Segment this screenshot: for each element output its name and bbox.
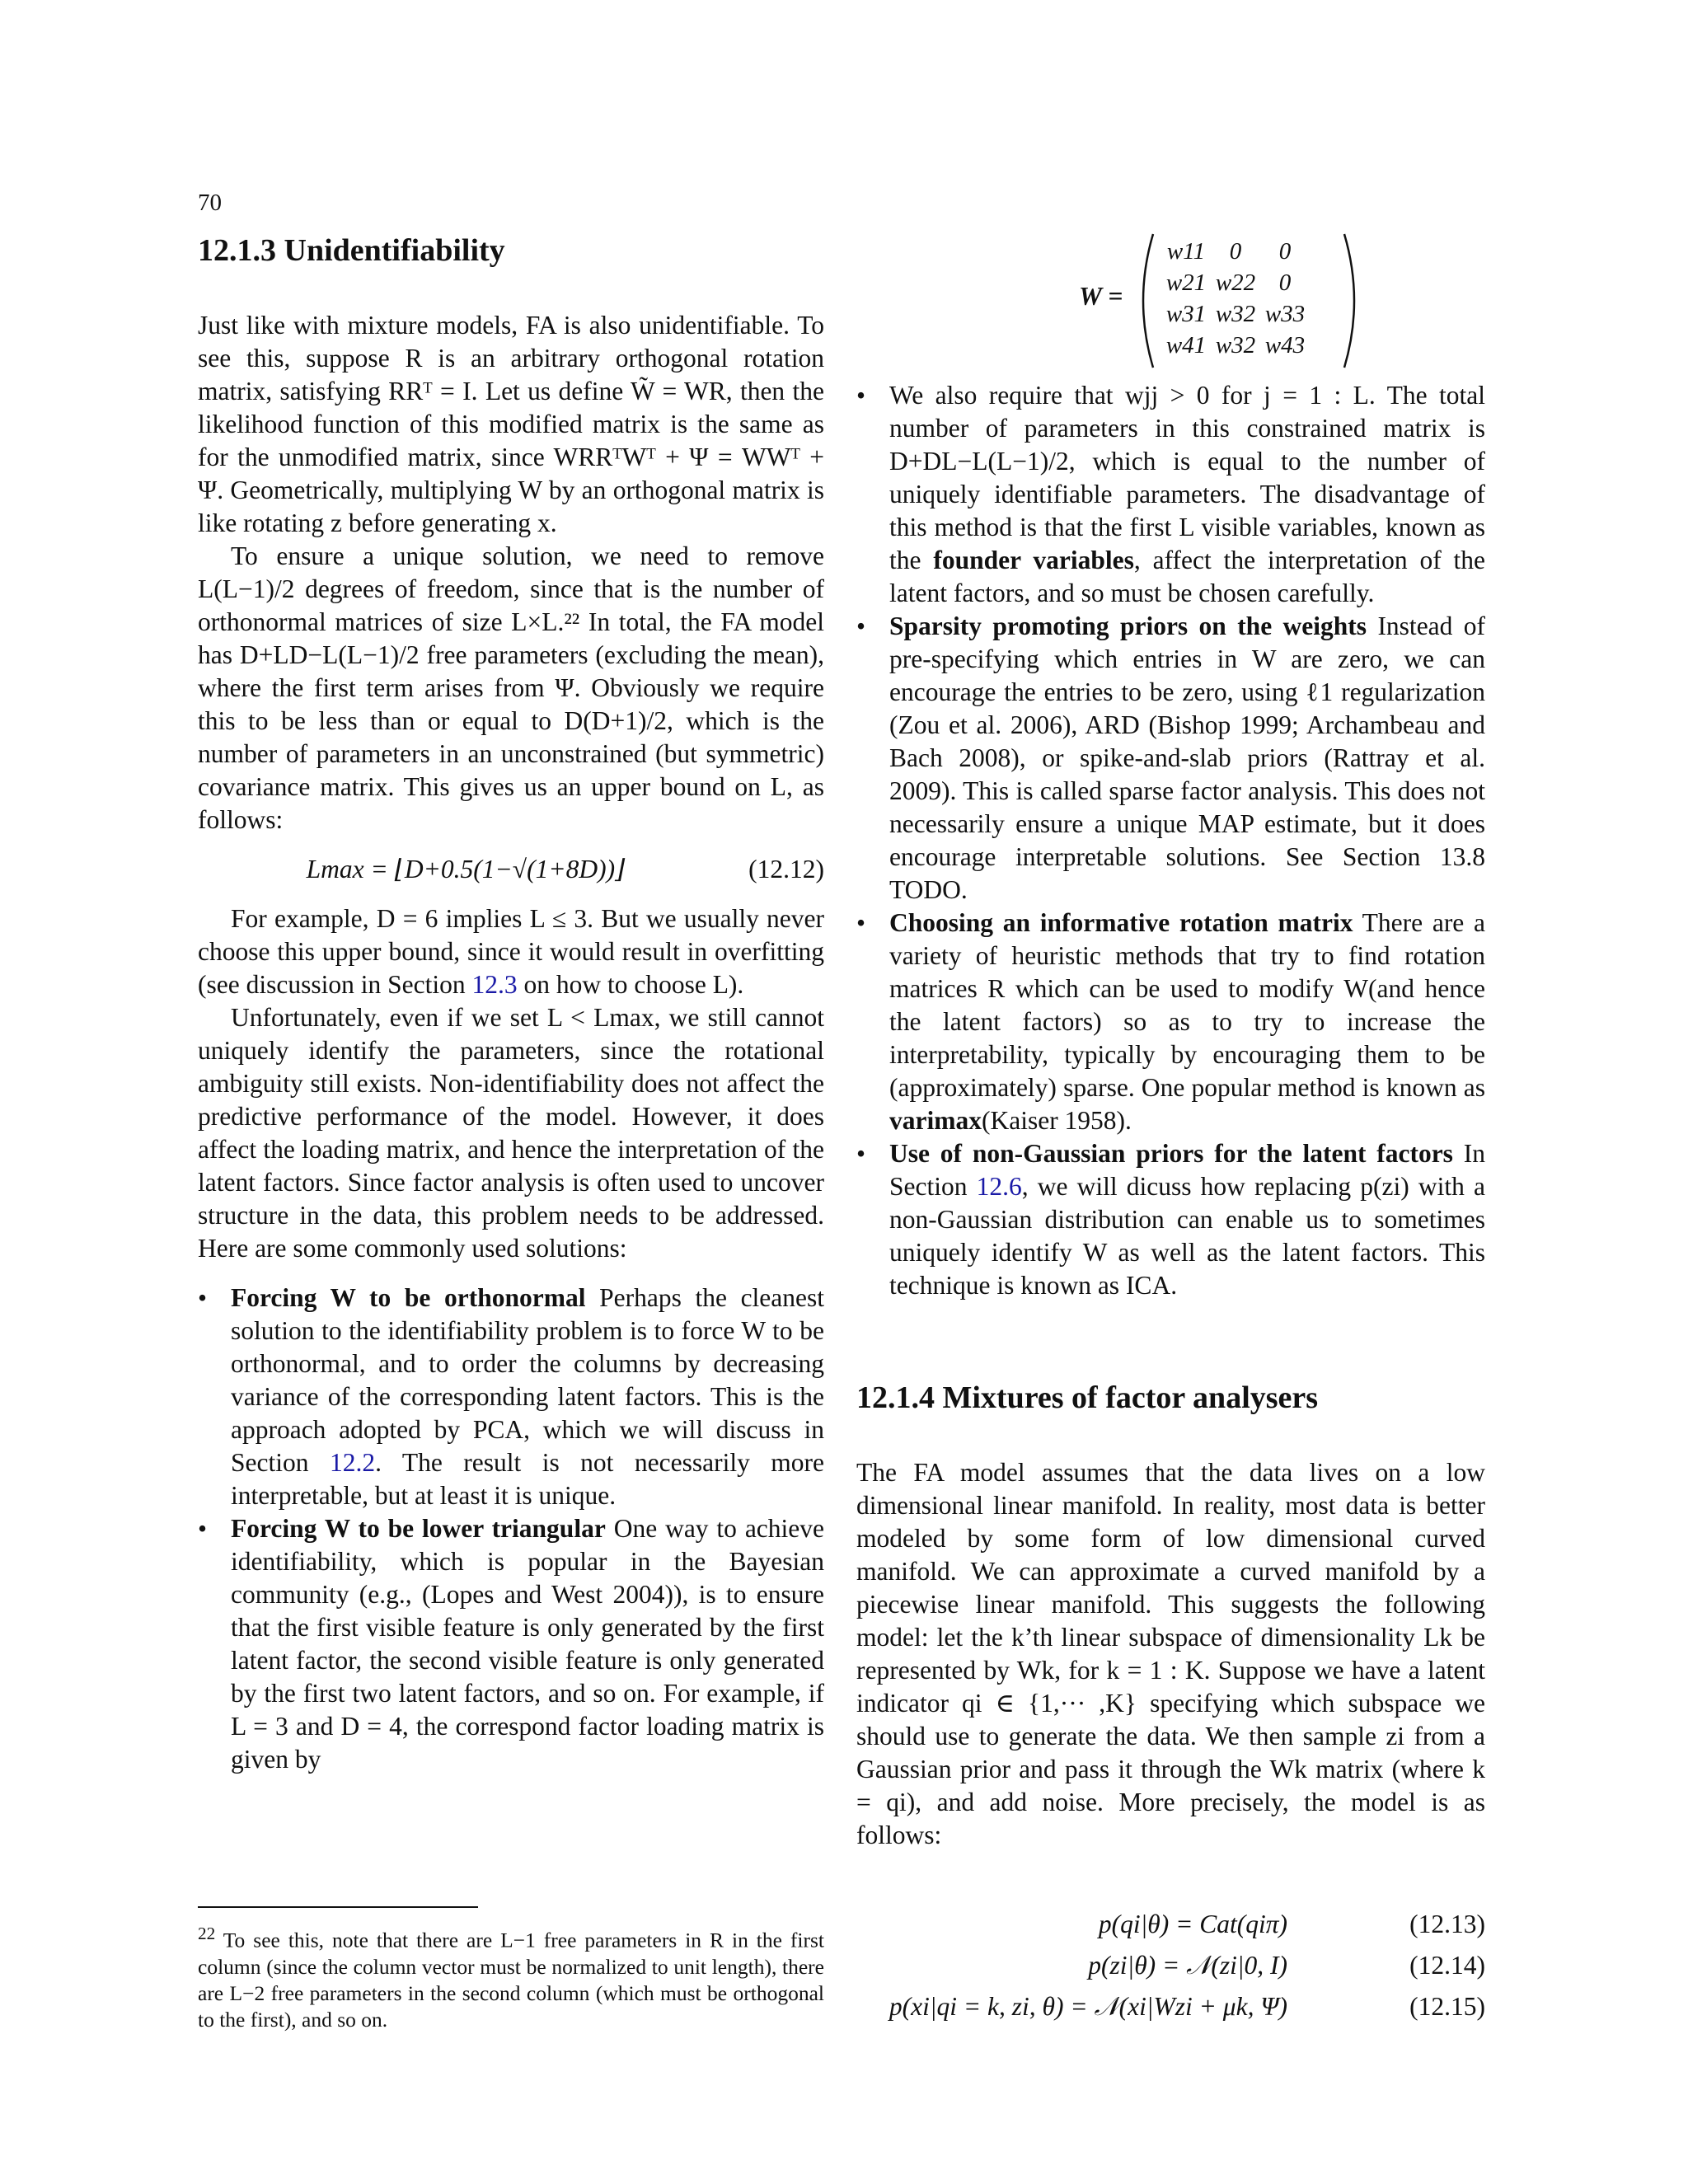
list-item-non-gaussian: [856, 1137, 1485, 1302]
equation-row: [856, 1945, 1485, 1986]
list-item-sparsity-priors: [856, 610, 1485, 907]
bullet-text: One way to achieve identifiability, which is popular in the Bayesian community (e.g., (Lopes and West 2004)), is to ensure that the first visible feature is only generated by the first latent factor, the second visible feature is only generated by the first two latent factors, and so on. For example, if L = 3 and D = 4, the correspond factor loading matrix is given by: [231, 1514, 824, 1774]
founder-variables-term: founder variables: [933, 546, 1134, 574]
equation-formula: p(xi|qi = k, zi, θ) = 𝒩(xi|Wzi + μk, Ψ): [889, 1992, 1287, 2021]
footnote: [198, 1920, 824, 2033]
matrix-cell: w21: [1165, 269, 1207, 296]
bullet-text: There are a variety of heuristic methods that try to find rotation matrices R which can be used to modify W(and hence the latent factors) so as to try to increase the interpretability, typically by encouraging them to be (approximately) sparse. One popular method is known as: [889, 908, 1485, 1102]
matrix-cell: w11: [1166, 238, 1206, 265]
list-item-rotation-matrix: [856, 907, 1485, 1137]
matrix-cells: [1161, 236, 1310, 361]
bullet-text: (Kaiser 1958).: [981, 1106, 1132, 1135]
matrix-cell: 0: [1278, 238, 1292, 265]
page-number: 70: [198, 190, 222, 216]
matrix-cell: w31: [1165, 301, 1207, 327]
list-item-lower-triangular-continued: [856, 379, 1485, 610]
paragraph-mixtures: The FA model assumes that the data lives on a low dimensional linear manifold. In reality, most data is better modeled by some form of low dimensional curved manifold. We can approximate a curved manifold by a piecewise linear manifold. This suggests the following model: let the k’th linear subspace of dimensionality Lk be represented by Wk, for k = 1 : K. Suppose we have a latent indicator qi ∈ {1,··· ,K} specifying which subspace we should use to generate the data. We then sample zi from a Gaussian prior and pass it through the Wk matrix (where k = qi), and add noise. More precisely, the model is as follows:: [856, 1458, 1485, 1849]
section-link-12-3[interactable]: 12.3: [471, 970, 518, 999]
section-link-12-2[interactable]: 12.2: [329, 1448, 376, 1477]
footnote-mark: 22: [198, 1924, 216, 1943]
bullet-title: Forcing W to be lower triangular: [231, 1514, 606, 1543]
text-segment: For example, D = 6 implies L ≤ 3. But we usually never choose this upper bound, since it would result in overfitting (see discussion in Section: [198, 904, 824, 999]
matrix-cell: w22: [1215, 269, 1256, 296]
equation-formula: p(qi|θ) = Cat(qiπ): [1098, 1910, 1287, 1938]
matrix-cell: w32: [1215, 301, 1256, 327]
bullet-text: , we will dicuss how replacing p(zi) with a non-Gaussian distribution can enable us to sometimes uniquely identify W as well as the latent factors. This technique is known as ICA.: [889, 1172, 1485, 1300]
equation-12-12: [198, 845, 824, 894]
paragraph-example: [198, 902, 824, 1001]
matrix-cell: w33: [1264, 301, 1306, 327]
bullet-text: Perhaps the cleanest solution to the identifiability problem is to force W to be orthonormal, and to order the columns by decreasing variance of the corresponding latent factors. This is the approach adopted by PCA, which we will discuss in Section: [231, 1283, 824, 1477]
bullet-title: Forcing W to be orthonormal: [231, 1283, 586, 1312]
section-heading-unidentifiability: 12.1.3 Unidentifiability: [198, 233, 505, 268]
solutions-list-continued: [856, 379, 1485, 1302]
list-item-orthonormal: [198, 1282, 824, 1512]
bullet-text: . The result is not necessarily more interpretable, but at least it is unique.: [231, 1448, 825, 1510]
footnote-text: To see this, note that there are L−1 free parameters in R in the first column (since the column vector must be normalized to unit length), there are L−2 free parameters in the second column (which must be orthogonal to the first), and so on.: [198, 1928, 824, 2032]
solutions-list: [198, 1282, 824, 1776]
left-column: [198, 231, 824, 1776]
equation-number: (12.13): [1409, 1910, 1485, 1938]
equation-formula: p(zi|θ) = 𝒩(zi|0, I): [1088, 1951, 1287, 1980]
bullet-text: In Section: [889, 1139, 1485, 1201]
equation-number: (12.12): [748, 855, 824, 883]
text-segment: , affect the interpretation of the latent factors, and so must be chosen carefully.: [889, 546, 1486, 607]
varimax-term: varimax: [889, 1106, 982, 1135]
equations-12-13-to-12-15: [856, 1904, 1485, 2027]
equation-row: [856, 1986, 1485, 2027]
matrix-cell: 0: [1229, 238, 1242, 265]
equation-number: (12.15): [1409, 1992, 1485, 2021]
matrix-lhs: W =: [1079, 282, 1123, 311]
equation-row: [856, 1904, 1485, 1945]
matrix-cell: 0: [1278, 269, 1292, 296]
paragraph-unique-solution: To ensure a unique solution, we need to remove L(L−1)/2 degrees of freedom, since that is the number of orthonormal matrices of size L×L.²² In total, the FA model has D+LD−L(L−1)/2 free parameters (excluding the mean), where the first term arises from Ψ. Obviously we require this to be less than or equal to D(D+1)/2, which is the number of parameters in an unconstrained (but symmetric) covariance matrix. This gives us an upper bound on L, as follows:: [198, 541, 824, 834]
bullet-title: Choosing an informative rotation matrix: [889, 908, 1353, 937]
matrix-cell: w43: [1264, 332, 1306, 359]
matrix-cell: w41: [1165, 332, 1207, 359]
equation-number: (12.14): [1409, 1951, 1485, 1980]
text-segment: on how to choose L).: [523, 970, 744, 999]
paragraph-rotational-ambiguity: Unfortunately, even if we set L < Lmax, we still cannot uniquely identify the parameters, since the rotational ambiguity still exists. Non-identifiability does not affect the predictive performance of the model. However, it does affect the loading matrix, and hence the interpretation of the latent factors. Since factor analysis is often used to uncover structure in the data, this problem needs to be addressed. Here are some commonly used solutions:: [198, 1003, 824, 1263]
matrix-w: [1079, 231, 1485, 371]
right-column: [856, 231, 1485, 1852]
matrix-cell: w32: [1215, 332, 1256, 359]
paragraph-unidentifiable-intro: Just like with mixture models, FA is also unidentifiable. To see this, suppose R is an arbitrary orthogonal rotation matrix, satisfying RRᵀ = I. Let us define W̃ = WR, then the likelihood function of this modified matrix is the same as for the unmodified matrix, since WRRᵀWᵀ + Ψ = WWᵀ + Ψ. Geometrically, multiplying W by an orthogonal matrix is like rotating z before generating x.: [198, 311, 824, 537]
text-segment: We also require that wjj > 0 for j = 1 : L. The total number of parameters in this constrained matrix is D+DL−L(L−1)/2, which is equal to the number of uniquely identifiable parameters. The disadvantage of this method is that the first L visible variables, known as the: [889, 381, 1485, 574]
list-item-lower-triangular: [198, 1512, 824, 1776]
bullet-title: Sparsity promoting priors on the weights: [889, 612, 1367, 640]
bullet-title: Use of non-Gaussian priors for the latent factors: [889, 1139, 1453, 1168]
section-heading-mixtures: 12.1.4 Mixtures of factor analysers: [856, 1380, 1319, 1415]
footnote-rule: [198, 1906, 478, 1908]
bullet-text: Instead of pre-specifying which entries in W are zero, we can encourage the entries to be zero, using ℓ1 regularization (Zou et al. 2006), ARD (Bishop 1999; Archambeau and Bach 2008), or spike-and-slab priors (Rattray et al. 2009). This is called sparse factor analysis. This does not necessarily ensure a unique MAP estimate, but it does encourage interpretable solutions. See Section 13.8 TODO.: [889, 612, 1486, 904]
section-link-12-6[interactable]: 12.6: [976, 1172, 1022, 1201]
equation-formula: Lmax = ⌊D+0.5(1−√(1+8D))⌋: [306, 855, 626, 883]
